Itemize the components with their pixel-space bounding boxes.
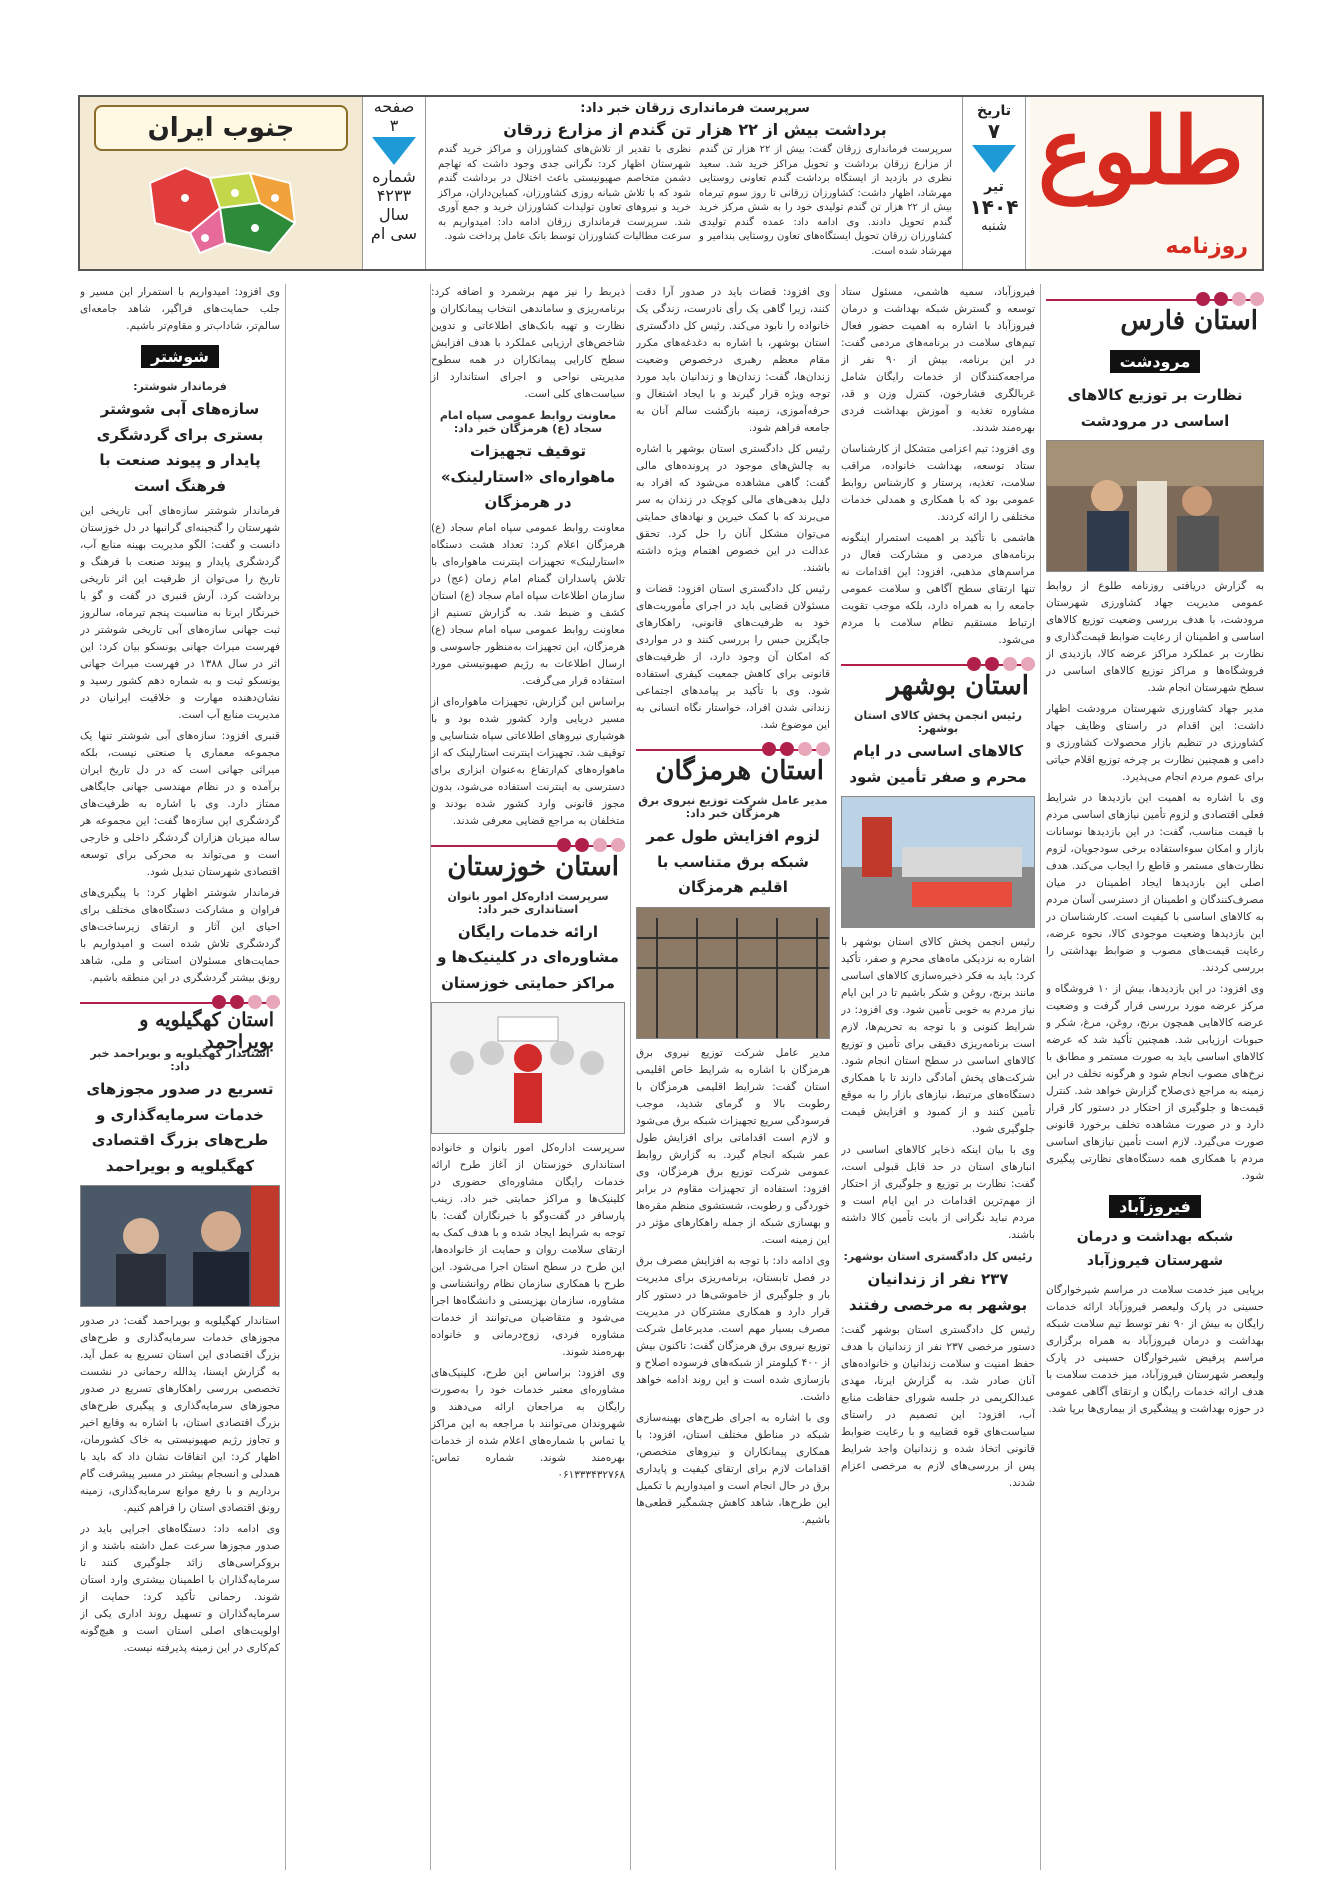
year-label: سال <box>379 205 409 224</box>
page-label: صفحه <box>373 97 415 116</box>
city-label: مرودشت <box>1110 350 1201 373</box>
lead-title: برداشت بیش از ۲۲ هزار تن گندم از مزارع زرقان <box>503 120 887 139</box>
column-khuzestan-main <box>291 284 625 1870</box>
article-kicker: استاندار کهگیلویه و بویراحمد خبر داد: <box>90 1047 270 1073</box>
masthead <box>78 95 1264 271</box>
newspaper-logo: طلوع <box>1037 97 1244 205</box>
article-paragraph: مدیر جهاد کشاورزی شهرستان مرودشت اظهار داشت: این اقدام در راستای وظایف جهاد کشاورزی در تنظیم بازار محصولات کشاورزی و دامی و همچنین نظارت بر چرخه توزیع اقلام حیاتی برای عموم مردم انجام می‌پذیرد. <box>1046 703 1264 783</box>
south-iran-map-icon <box>130 153 310 263</box>
article-paragraph: براساس این گزارش، تجهیزات ماهواره‌ای از مسیر دریایی وارد کشور شده بود و با هوشیاری نیروهای اطلاعاتی سپاه شناسایی و توقیف شد. تجهیزات اینترنت استارلینک که از ماهواره‌های کم‌ارتفاع به‌عنوان ابزاری برای دسترسی به اینترنت استفاده می‌شود، بدون مجوز قانونی وارد کشور شده بودند و متخلفان به مراجع قضایی معرفی شدند. <box>431 695 625 827</box>
region-header <box>841 653 1035 703</box>
article-title: توقیف تجهیزات ماهواره‌ای «استارلینک» در هرمزگان <box>440 442 616 511</box>
article-paragraph: فرماندار شوشتر اظهار کرد: با پیگیری‌های فراوان و مشارکت دستگاه‌های مختلف برای احیای این آثار و ارتقای زیرساخت‌های گردشگری تلاش شده است و امیدواریم با حمایت‌های مسئولان استانی و ملی، شاهد رونق بیشتر گردشگری در این منطقه باشیم. <box>80 887 280 984</box>
lead-body-col1: سرپرست فرمانداری زرقان گفت: بیش از ۲۲ هزار تن گندم از مزارع زرقان برداشت و تحویل مراکز خرید شد. سعید نظری در بازدید از ایستگاه برداشت گندم تعاونی روستایی مهرشاد، اظهار داشت: کشاورزان زرقانی تا روز سوم تیرماه بیش از ۲۲ هزار تن گندم تولیدی خود را به شش مرکز خرید گندم تحویل دادند. وی ادامه داد: عمده گندم تولیدی کشاورزان زرقان تحویل ایستگاه‌های تعاون روستایی بندامیر و مهرشاد شده است. <box>699 144 952 257</box>
article-paragraph: وی افزود: تیم اعزامی متشکل از کارشناسان ستاد توسعه، بهداشت خانواده، مراقب سلامت، تغذیه، پرستار و کارشناس روابط عمومی بود که با همکاری و همدلی خدمات مختلفی را ارائه کردند. <box>841 443 1035 523</box>
article-paragraph: سرپرست اداره‌کل امور بانوان و خانواده استانداری خوزستان از آغاز طرح ارائه خدمات رایگان مشاوره‌ای حضوری در کلینیک‌ها و مراکز حمایتی خبر داد. زینب پارسافر در گفت‌وگو با خبرنگاران گفت: با توجه به شرایط ایجاد شده و با هدف کمک به ارتقای سلامت روان و حمایت از خانواده‌ها، این طرح در سطح استان اجرا می‌شود. این طرح با همکاری سازمان نظام روانشناسی و مشاوره، سازمان بهزیستی و دانشگاه‌ها اجرا می‌شود و متقاضیان می‌توانند از خدمات مشاوره فردی، زوج‌درمانی و خانواده بهره‌مند شوند. <box>431 1142 625 1358</box>
counseling-illustration <box>431 1002 625 1134</box>
article-paragraph: رئیس انجمن پخش کالای استان بوشهر با اشاره به نزدیکی ماه‌های محرم و صفر، تأکید کرد: باید به فکر ذخیره‌سازی کالاهای اساسی مانند برنج، روغن و شکر باشیم تا در این ایام نیاز مردم به خوبی تأمین شود. وی افزود: در شرایط کنونی و با توجه به تحریم‌ها، لازم است برنامه‌ریزی دقیقی برای تأمین و توزیع کالاهای اساسی در سطح استان انجام شود. شرکت‌های پخش آمادگی دارند تا با همکاری دستگاه‌های مرتبط، نیازهای بازار را به موقع تأمین کنند و از کمبود و افزایش قیمت جلوگیری شود. <box>841 936 1035 1135</box>
photo-illustration <box>842 797 1034 927</box>
article-title: کالاهای اساسی در ایام محرم و صفر تأمین شود <box>849 742 1027 786</box>
region-title: استان فارس <box>1120 306 1258 336</box>
article-title: ۲۳۷ نفر از زندانیان بوشهر به مرخصی رفتند <box>848 1270 1028 1314</box>
issue-label: شماره <box>372 167 416 186</box>
article-paragraph: رئیس کل دادگستری استان بوشهر گفت: دستور مرخصی ۲۳۷ نفر از زندانیان با هدف حفظ امنیت و سلامت زندانیان و خانواده‌های آنان صادر شد. به گزارش ایرنا، مهدی عبدالکریمی در جلسه شورای حفاظت منابع آب، افزود: این تصمیم در راستای سیاست‌های قوه قضاییه و با رعایت ضوابط قانونی اتخاذ شده و زندانیان واجد شرایط پس از بررسی‌های لازم به مرخصی اعزام شدند. <box>841 1324 1035 1489</box>
photo-illustration <box>1047 441 1263 571</box>
date-month: تیر <box>984 179 1004 195</box>
article-paragraph: وی ادامه داد: دستگاه‌های اجرایی باید در صدور مجوزها سرعت عمل داشته باشند و از بروکراسی‌های زائد جلوگیری کنند تا سرمایه‌گذاران با اطمینان بیشتری وارد استان شوند. رحمانی تأکید کرد: حمایت از سرمایه‌گذاران و تسهیل روند اداری یکی از اولویت‌های اصلی استان است و هیچ‌گونه کم‌کاری در این زمینه پذیرفته نیست. <box>80 1523 280 1654</box>
region-title: استان بوشهر <box>887 671 1029 701</box>
article-paragraph: وی افزود: قضات باید در صدور آرا دقت کنند، زیرا گاهی یک رأی نادرست، زندگی یک خانواده را نابود می‌کند. رئیس کل دادگستری استان بوشهر، با اشاره به دغدغه‌های مکرر مقام معظم رهبری درخصوص وضعیت زندان‌ها، گفت: زندان‌ها و زندانیان باید مورد توجه ویژه قرار گیرند و با ایجاد اشتغال و حرفه‌آموزی، زمینه بازگشت سالم آنان به جامعه فراهم شود. <box>636 286 830 434</box>
region-map-block <box>80 97 362 269</box>
article-kicker: رئیس انجمن پخش کالای استان بوشهر: <box>854 709 1022 735</box>
lead-body-col2: نظری با تقدیر از تلاش‌های کشاورزان و مراکز خرید گندم شهرستان اظهار کرد: نگرانی جدی وجود داشت که تهاجم دشمن متخاصم صهیونیستی باعث اختلال در برداشت گندم شود که با تلاش شبانه روزی کشاورزان، کمباین‌داران، مراکز خرید و نیروهای تعاون تولیدات کشاورزان خرید و جمع آوری شد. سرپرست فرمانداری زرقان ادامه داد: امیدواریم به سرعت مطالبات کشاورزان توسط بانک عامل پرداخت شود. <box>438 144 691 242</box>
region-title: استان کهگیلویه و بویراحمد <box>139 1009 274 1053</box>
article-title: شبکه بهداشت و درمان شهرستان فیروزآباد <box>1076 1229 1234 1269</box>
officials-meeting-photo <box>80 1185 280 1307</box>
region-header <box>431 834 625 884</box>
article-kicker: رئیس کل دادگستری استان بوشهر: <box>843 1250 1033 1263</box>
article-paragraph: وی افزود: براساس این طرح، کلینیک‌های مشاوره‌ای معتبر خدمات خود را به‌صورت رایگان به مراجعان ارائه می‌دهند و شهروندان می‌توانند با مراجعه به این مراکز یا تماس با شماره‌های اعلام شده از خدمات بهره‌مند شوند. شماره تماس: ۰۶۱۳۳۳۴۳۲۷۶۸ <box>431 1367 625 1481</box>
article-paragraph: وی با بیان اینکه ذخایر کالاهای اساسی در انبارهای استان در حد قابل قبولی است، گفت: نظارت بر توزیع و جلوگیری از احتکار از مهم‌ترین اقدامات در این ایام است و مردم نباید نگرانی از بابت تأمین کالا داشته باشند. <box>841 1144 1035 1241</box>
article-paragraph: معاونت روابط عمومی سپاه امام سجاد (ع) هرمزگان اعلام کرد: تعداد هشت دستگاه «استارلینک» تجهیزات اینترنت ماهواره‌ای با تلاش پاسداران گمنام امام زمان (عج) در سازمان اطلاعات سپاه امام سجاد (ع) استان کشف و ضبط شد. به گزارش تسنیم از معاونت روابط عمومی سپاه امام سجاد (ع) هرمزگان، این تجهیزات به‌منظور جاسوسی و ارسال اطلاعات به رژیم صهیونیستی مورد استفاده قرار می‌گرفت. <box>431 521 625 687</box>
blue-triangle-icon <box>972 145 1016 173</box>
city-label: شوشتر <box>141 345 219 368</box>
article-paragraph: رئیس کل دادگستری استان بوشهر با اشاره به چالش‌های موجود در پرونده‌های مالی گفت: گاهی مشاهده می‌شود که افراد به دلیل بدهی‌های مالی کوچک در زندان به سر می‌برند که با کمک خیرین و نهادهای حمایتی می‌توان مشکل آنان را حل کرد. تحقق عدالت در این خصوص اهتمام ویژه داشته باشند. <box>636 443 830 574</box>
issue-number: ۴۲۳۳ <box>376 186 412 205</box>
logo-block <box>1030 97 1262 269</box>
column-divider <box>1040 284 1041 1870</box>
photo-illustration <box>637 908 829 1038</box>
photo-illustration <box>81 1186 279 1306</box>
city-label: فیروزآباد <box>1109 1195 1201 1218</box>
article-paragraph: رئیس کل دادگستری استان افزود: قضات و مسئولان قضایی باید در اجرای مأموریت‌های خود به ظرفیت‌های قانونی، راهکارهای جایگزین حبس را بررسی کنند و در مواردی که امکان آن وجود دارد، از ظرفیت‌های قانونی برای کاهش جمعیت کیفری استفاده شود. وی با تأکید بر پیامدهای اجتماعی زندانی شدن افراد، خواستار نگاه انسانی به این موضوع شد. <box>636 583 830 731</box>
column-bushehr <box>841 284 1035 1870</box>
article-paragraph: هاشمی با تأکید بر اهمیت استمرار اینگونه برنامه‌های مردمی و مشارکت فعال در مراسم‌های مذهبی، افزود: این اقدامات نه تنها ارتقای سطح آگاهی و سلامت عمومی جامعه را به همراه دارد، بلکه موجب تقویت ارتباط مستقیم نظام سلامت با مردم می‌شود. <box>841 532 1035 646</box>
column-divider <box>630 284 631 1870</box>
page-number: ۳ <box>389 116 399 135</box>
region-header <box>80 991 280 1053</box>
date-block <box>962 97 1026 269</box>
article-paragraph: وی با اشاره به اجرای طرح‌های بهینه‌سازی شبکه در مناطق مختلف استان، افزود: با همکاری پیمانکاران و نیروهای متخصص، اقدامات لازم برای ارتقای کیفیت و پایداری برق در حال انجام است و امیدواریم با تکمیل این طرح‌ها، شاهد کاهش چشمگیر قطعی‌ها باشیم. <box>636 1411 830 1526</box>
lead-kicker: سرپرست فرمانداری زرقان خبر داد: <box>580 101 810 116</box>
column-divider <box>835 284 836 1870</box>
photo-illustration <box>432 1003 624 1133</box>
article-paragraph: وی ادامه داد: با توجه به افزایش مصرف برق در فصل تابستان، برنامه‌ریزی برای مدیریت بار و جلوگیری از خاموشی‌ها در دستور کار قرار دارد و همکاری مشترکان در مدیریت مصرف بسیار مهم است. مدیرعامل شرکت توزیع نیروی برق هرمزگان گفت: تاکنون بیش از ۴۰۰ کیلومتر از شبکه‌های فرسوده اصلاح و بازسازی شده است و این روند ادامه خواهد داشت. <box>636 1254 830 1403</box>
article-title: لزوم افزایش طول عمر شبکه برق متناسب با اقلیم هرمزگان <box>646 827 820 896</box>
article-paragraph: مدیر عامل شرکت توزیع نیروی برق هرمزگان با اشاره به شرایط خاص اقلیمی استان گفت: شرایط اقلیمی هرمزگان با رطوبت بالا و گرمای شدید، موجب فرسودگی سریع تجهیزات شبکه برق می‌شود و لازم است اقداماتی برای افزایش طول عمر شبکه انجام گیرد. به گزارش روابط عمومی شرکت توزیع برق هرمزگان، وی افزود: استفاده از تجهیزات مقاوم در برابر خوردگی و رطوبت، شستشوی منظم مقره‌ها و بهسازی شبکه از جمله راهکارهای مؤثر در این زمینه است. <box>636 1046 830 1246</box>
date-day: ۷ <box>987 119 1001 143</box>
date-label: تاریخ <box>977 103 1011 119</box>
region-title: استان هرمزگان <box>655 756 824 786</box>
column-hormozgan <box>636 284 830 1870</box>
article-kicker: سرپرست اداره‌کل امور بانوان استانداری خبر داد: <box>447 889 609 916</box>
region-header <box>1046 288 1264 338</box>
date-year: ۱۴۰۴ <box>969 195 1019 219</box>
article-paragraph: قنبری افزود: سازه‌های آبی شوشتر تنها یک مجموعه معماری یا صنعتی نیست، بلکه میراثی جهانی است که در دل تاریخ ایران برآمده و در نظام مهندسی جهانی جایگاهی ممتاز دارد. وی با اشاره به ظرفیت‌های گردشگری این سازه‌ها گفت: این مجموعه هر ساله میزبان هزاران گردشگر داخلی و خارجی است و می‌تواند به محرکی برای توسعه اقتصادی شهرستان تبدیل شود. <box>80 730 280 878</box>
date-weekday: شنبه <box>981 219 1007 234</box>
article-title: نظارت بر توزیع کالاهای اساسی در مرودشت <box>1067 386 1243 430</box>
article-paragraph: فرماندار شوشتر سازه‌های آبی تاریخی این شهرستان را گنجینه‌ای گرانبها در دل خوزستان دانست و گفت: الگو مدیریت بهینه منابع آب، گردشگری پایدار و پیوند صنعت با فرهنگ و تاریخ را می‌توان از ظرفیت این اثر تاریخی برداشت کرد. آرش قنبری در گفت و گو با خبرنگار ایرنا به مناسبت پنجم تیرماه، سالروز ثبت جهانی سازه‌های آبی تاریخی شوشتر در فهرست میراث جهانی یونسکو بیان کرد: این اثر در سال ۱۳۸۸ در فهرست میراث جهانی یونسکو ثبت و به شماره دهم کشور رسید و نشان‌دهنده مهارت و خلاقیت ایرانیان در مدیریت منابع آب است. <box>80 505 280 721</box>
power-substation-photo <box>636 907 830 1039</box>
article-title: سازه‌های آبی شوشتر بستری برای گردشگری پایدار و پیوند صنعت با فرهنگ است <box>96 400 264 495</box>
lead-news <box>430 97 960 269</box>
column-fars <box>1046 284 1264 1870</box>
region-header <box>636 738 830 788</box>
article-kicker: فرماندار شوشتر: <box>133 380 227 393</box>
article-title: تسریع در صدور مجوزهای خدمات سرمایه‌گذاری و طرح‌های بزرگ اقتصادی کهگیلویه و بویراحمد <box>86 1080 274 1175</box>
article-paragraph: به گزارش دریافتی روزنامه طلوع از روابط عمومی مدیریت جهاد کشاورزی شهرستان مرودشت، با هدف بررسی وضعیت توزیع کالاهای اساسی و اطمینان از رعایت ضوابط قیمت‌گذاری و نظارت بر عملکرد مراکز عرضه کالا، بازدیدی از فروشگاه‌ها و مراکز توزیع کالاهای اساسی در سطح شهرستان انجام شد. <box>1046 580 1264 694</box>
article-paragraph: وی با اشاره به اهمیت این بازدیدها در شرایط فعلی اقتصادی و لزوم تأمین نیازهای اساسی مردم با قیمت مناسب، گفت: در این بازدیدها نوسانات بازار و امکان سوءاستفاده برخی سودجویان، لزوم نظارت‌های مستمر و قاطع را ایجاب می‌کند. هدف اصلی این بازدیدها ایجاد اطمینان در میان مصرف‌کنندگان و اطمینان از دسترسی آسان مردم به کالاهای اساسی با کیفیت است. کارشناسان در این بازدیدها وضعیت موجودی کالا، نحوه عرضه، رعایت قیمت‌های مصوب و ضوابط بهداشتی را بررسی کردند. <box>1046 792 1264 974</box>
blue-triangle-icon <box>372 137 416 165</box>
article-paragraph: استاندار کهگیلویه و بویراحمد گفت: در صدور مجوزهای خدمات سرمایه‌گذاری و طرح‌های بزرگ اقتصادی این استان تسریع به عمل آید. به گزارش ایسنا، یدالله رحمانی در نشست تخصصی بررسی راهکارهای تسریع در صدور مجوزهای سرمایه‌گذاری و پیگیری طرح‌های بزرگ اقتصادی استان، با اشاره به وقایع اخیر و تجاوز رژیم صهیونیستی به خاک کشورمان، اظهار کرد: این اتفاقات نشان داد که باید با همدلی و انسجام بیشتر در مسیر پیشرفت گام برداریم و با رفع موانع سرمایه‌گذاری، زمینه رونق اقتصادی استان را فراهم کنیم. <box>80 1315 280 1514</box>
page-issue-block <box>362 97 426 269</box>
article-paragraph: ذیربط را نیز مهم برشمرد و اضافه کرد: برنامه‌ریزی و ساماندهی انتخاب پیمانکاران و نظارت و تهیه بانک‌های اطلاعاتی و تدوین شاخص‌های ارزیابی عملکرد با هدف افزایش سطح کارایی پیمانکاران در همه سطوح مدیریتی نواحی و اجرای استاندارد از سیاست‌های کلی است. <box>431 286 625 400</box>
column-kohgiluyeh <box>80 284 280 1870</box>
article-title: ارائه خدمات رایگان مشاوره‌ای در کلینیک‌ها و مراکز حمایتی خوزستان <box>437 922 619 992</box>
article-kicker: مدیر عامل شرکت توزیع نیروی برق هرمزگان خبر داد: <box>638 794 828 820</box>
year-value: سی ام <box>370 224 418 243</box>
section-title: جنوب ایران <box>94 105 348 151</box>
article-paragraph: فیروزآباد، سمیه هاشمی، مسئول ستاد توسعه و گسترش شبکه بهداشت و درمان فیروزآباد با اشاره به اهمیت حضور فعال تیم‌های سلامت در برنامه‌های مردمی گفت: در این برنامه، بیش از ۹۰ نفر از مراجعه‌کنندگان از خدمات رایگان شامل غربالگری فشارخون، کنترل وزن و قد، مشاوره تغذیه و آموزش بهداشت فردی بهره‌مند شدند. <box>841 286 1035 434</box>
article-paragraph: برپایی میز خدمت سلامت در مراسم شیرخوارگان حسینی در پارک ولیعصر فیروزآباد ارائه خدمات رایگان به بیش از ۹۰ نفر توسط تیم سلامت شبکه بهداشت و درمان فیروزآباد به همراه برگزاری مراسم پرفیض شیرخوارگان حسینی در پارک ولیعصر شهرستان فیروزآباد، میز خدمت سلامت با هدف ارائه خدمات رایگان و ارتقای آگاهی عمومی در حوزه بهداشت و پیشگیری از بیماری‌ها برپا شد. <box>1046 1283 1264 1415</box>
newspaper-type-label: روزنامه <box>1165 234 1248 259</box>
region-title: استان خوزستان <box>447 851 619 882</box>
port-cargo-photo <box>841 796 1035 928</box>
article-paragraph: وی افزود: امیدواریم با استمرار این مسیر و جلب حمایت‌های فراگیر، شاهد جامعه‌ای سالم‌تر، شاداب‌تر و مقاوم‌تر باشیم. <box>80 286 280 332</box>
market-inspection-photo <box>1046 440 1264 572</box>
article-paragraph: وی افزود: در این بازدیدها، بیش از ۱۰ فروشگاه و مرکز عرضه مورد بررسی قرار گرفت و وضعیت عرضه کالاهایی همچون برنج، روغن، مرغ، شکر و حبوبات ارزیابی شد. همچنین تأکید شد که عرضه کالاهای اساسی باید به صورت مستمر و مطابق با نرخ‌های مصوب انجام شود و هرگونه تخلف در این زمینه به مراجع ذی‌صلاح گزارش خواهد شد. کنترل قیمت‌ها و جلوگیری از احتکار در دستور کار قرار دارد و در صورت مشاهده تخلف برخورد قانونی صورت می‌گیرد. لازم است تأمین نیازهای اساسی مردم با همکاری همه دستگاه‌های نظارتی پیگیری شود. <box>1046 983 1264 1182</box>
article-kicker: معاونت روابط عمومی سپاه امام سجاد (ع) هرمزگان خبر داد: <box>439 409 617 435</box>
column-divider <box>285 284 286 1870</box>
